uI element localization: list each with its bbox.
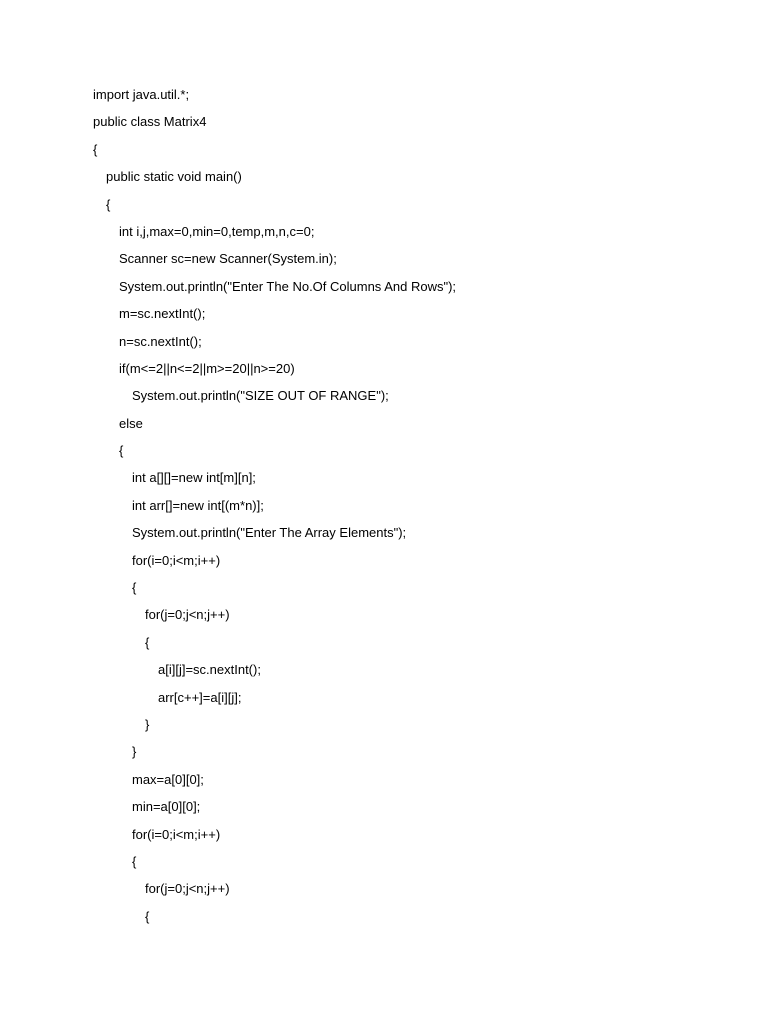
code-line: min=a[0][0]; [132,799,201,815]
code-line: Scanner sc=new Scanner(System.in); [119,251,337,267]
code-line: for(j=0;j<n;j++) [145,607,230,623]
code-line: } [132,744,137,760]
code-line: import java.util.*; [93,87,190,102]
code-line: { [145,634,150,650]
code-line: { [132,580,137,596]
code-line: int arr[]=new int[(m*n)]; [132,497,264,513]
code-line: { [93,141,98,157]
code-line: { [119,443,124,459]
code-line: for(i=0;i<m;i++) [132,826,221,842]
code-line: a[i][j]=sc.nextInt(); [158,662,261,678]
code-listing [93,86,456,935]
code-line: System.out.println("Enter The No.Of Columns And Rows"); [119,278,457,294]
code-line: max=a[0][0]; [132,771,204,787]
code-line: if(m<=2||n<=2||m>=20||n>=20) [119,360,295,376]
code-line: else [119,415,143,431]
code-line: arr[c++]=a[i][j]; [158,689,242,705]
code-line: m=sc.nextInt(); [119,306,206,322]
code-line: { [132,853,137,869]
code-line: for(j=0;j<n;j++) [145,881,230,897]
code-line: n=sc.nextInt(); [119,333,202,349]
code-line: public class Matrix4 [93,114,207,130]
code-line: int i,j,max=0,min=0,temp,m,n,c=0; [119,223,315,239]
code-line: { [145,908,150,924]
code-line: { [106,196,111,212]
code-line: int a[][]=new int[m][n]; [132,470,256,486]
code-line: } [145,716,150,732]
code-line: for(i=0;i<m;i++) [132,552,221,568]
code-line: System.out.println("Enter The Array Elements"); [132,525,407,541]
code-line: public static void main() [106,169,242,185]
code-line: System.out.println("SIZE OUT OF RANGE"); [132,388,389,404]
